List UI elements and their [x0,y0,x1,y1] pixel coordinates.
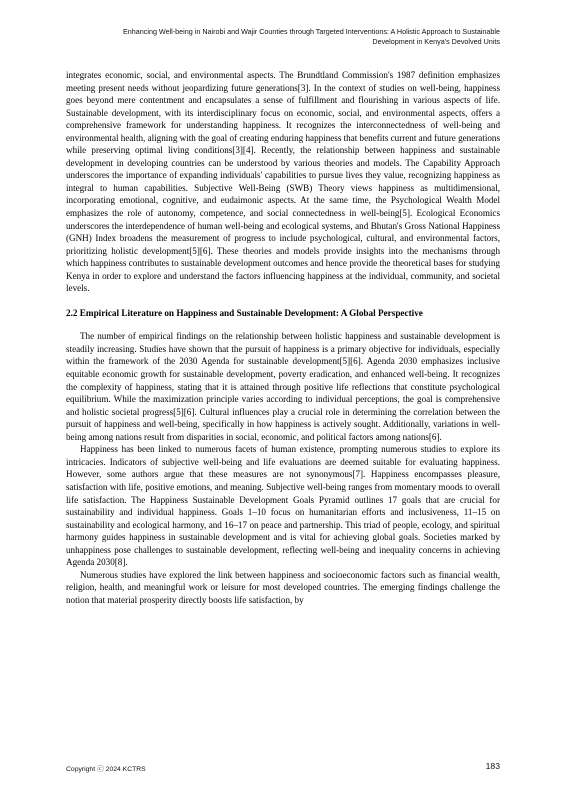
page-number: 183 [485,761,500,771]
paragraph-happiness-facets: Happiness has been linked to numerous facets of human existence, prompting numerous studies to explore its intricacies. Indicators of subjective well-being and life evaluations are deemed suitable for evaluating happiness. However, some authors argue that these measures are not synonymous[7]. Happiness encompasses pleasure, satisfaction with life, positive emotions, and meaning. Subjective well-being ranges from momentary moods to overall life satisfaction. The Happiness Sustainable Development Goals Pyramid outlines 17 goals that are crucial for sustainability and individual happiness. Goals 1–10 focus on humanitarian efforts and inclusiveness, 11–15 on sustainability and ecological harmony, and 16–17 on peace and partnership. This triad of people, ecology, and spiritual harmony guides happiness in sustainable development and is vital for achieving global goals. Societies marked by unhappiness pose challenges to sustainable development, reflecting well-being and inequality concerns in achieving Agenda 2030[8]. [66,444,500,568]
paragraph-socioeconomic-factors: Numerous studies have explored the link between happiness and socioeconomic factors such as financial wealth, religion, health, and meaningful work or leisure for most developed countries. The emerging findings challenge the notion that material prosperity directly boosts life satisfaction, by [66,569,500,605]
section-heading: 2.2 Empirical Literature on Happiness and Sustainable Development: A Global Perspective [66,307,423,318]
body-text [66,69,500,606]
running-title-line-1: Enhancing Well-being in Nairobi and Wajir Counties through Targeted Interventions: A Holistic Approach to Sustainable [122,27,500,36]
running-header [60,27,500,47]
copyright-footer: Copyright ⓒ 2024 KCTRS [66,766,146,773]
paragraph-continuation: integrates economic, social, and environmental aspects. The Brundtland Commission's 1987 definition emphasizes meeting present needs without jeopardizing future generations[3]. In the context of studies on well-being, happiness goes beyond mere contentment and encapsulates a sense of fulfillment and flourishing in various aspects of life. Sustainable development, with its interdisciplinary focus on economic, social, and environmental aspects, offers a comprehensive framework for understanding happiness. It recognizes the interconnectedness of well-being and environmental health, aligning with the goal of creating enduring happiness that benefits current and future generations while preserving optimal living conditions[3][4]. Recently, the relationship between happiness and sustainable development in developing countries can be understood by various theories and models. The Capability Approach underscores the importance of expanding individuals' capabilities to pursue lives they value, recognizing happiness as integral to human capabilities. Subjective Well-Being (SWB) Theory views happiness as multidimensional, incorporating emotional, cognitive, and eudaimonic aspects. At the same time, the Psychological Wealth Model emphasizes the role of autonomy, competence, and social connectedness in well-being[5]. Ecological Economics underscores the interdependence of human well-being and ecological systems, and Bhutan's Gross National Happiness (GNH) Index broadens the measurement of progress to include psychological, cultural, and environmental factors, prioritizing holistic development[5][6]. These theories and models provide insights into the mechanisms through which happiness contributes to sustainable development outcomes and hence provide the theoretical bases for studying Kenya in order to explore and understand the factors influencing happiness at the individual, community, and societal levels. [66,70,500,294]
paragraph-empirical-findings: The number of empirical findings on the relationship between holistic happiness and sustainable development is steadily increasing. Studies have shown that the pursuit of happiness is a primary objective for individuals, especially within the framework of the 2030 Agenda for sustainable development[5][6]. Agenda 2030 emphasizes inclusive equitable economic growth for sustainable development, poverty eradication, and enhanced well-being. It recognizes the complexity of happiness, stating that it is attained through positive life reflections that constitute psychological equilibrium. While the maximization principle varies according to individual perceptions, the goal is comprehensive and holistic societal progress[5][6]. Cultural influences play a crucial role in determining the correlation between the pursuit of happiness and well-being, specifically in how happiness is actively sought. Additionally, variations in well-being among nations result from disparities in social, economic, and political factors among nations[6]. [66,331,500,442]
running-title-line-2: Development in Kenya's Devolved Units [372,36,500,46]
